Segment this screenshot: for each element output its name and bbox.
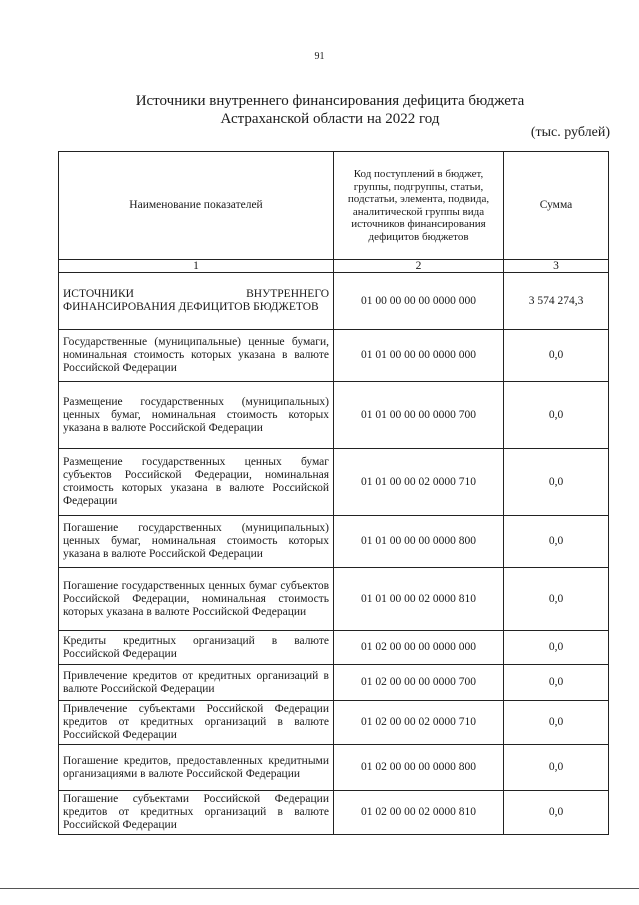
row-sum: 0,0 bbox=[504, 791, 609, 835]
row-name: Привлечение субъектами Российской Федерации кредитов от кредитных организаций в валюте Российской Федерации bbox=[59, 701, 334, 745]
row-code: 01 01 00 00 02 0000 810 bbox=[334, 568, 504, 631]
row-sum: 0,0 bbox=[504, 631, 609, 665]
page-number: 91 bbox=[314, 51, 325, 62]
row-name: Размещение государственных (муниципальных) ценных бумаг, номинальная стоимость которых указана в валюте Российской Федерации bbox=[59, 382, 334, 449]
row-sum: 0,0 bbox=[504, 516, 609, 568]
table-header-row bbox=[59, 152, 609, 260]
table-row bbox=[59, 568, 609, 631]
header-sum: Сумма bbox=[504, 152, 609, 260]
column-number-3: 3 bbox=[504, 260, 609, 273]
table-row bbox=[59, 382, 609, 449]
row-code: 01 02 00 00 00 0000 000 bbox=[334, 631, 504, 665]
header-name: Наименование показателей bbox=[59, 152, 334, 260]
header-code: Код поступлений в бюджет, группы, подгруппы, статьи, подстатьи, элемента, подвида, аналитической группы вида источников финансирования дефицитов бюджетов bbox=[334, 152, 504, 260]
row-name: Размещение государственных ценных бумаг субъектов Российской Федерации, номинальная стоимость которых указана в валюте Российской Федерации bbox=[59, 449, 334, 516]
row-code: 01 02 00 00 02 0000 810 bbox=[334, 791, 504, 835]
column-number-2: 2 bbox=[334, 260, 504, 273]
row-name: Погашение государственных (муниципальных) ценных бумаг, номинальная стоимость которых указана в валюте Российской Федерации bbox=[59, 516, 334, 568]
page-bottom-rule bbox=[0, 888, 639, 889]
row-code: 01 01 00 00 02 0000 710 bbox=[334, 449, 504, 516]
table-row bbox=[59, 701, 609, 745]
row-sum: 0,0 bbox=[504, 330, 609, 382]
column-number-1: 1 bbox=[59, 260, 334, 273]
row-name: Кредиты кредитных организаций в валюте Российской Федерации bbox=[59, 631, 334, 665]
row-name: Государственные (муниципальные) ценные бумаги, номинальная стоимость которых указана в валюте Российской Федерации bbox=[59, 330, 334, 382]
row-sum: 0,0 bbox=[504, 665, 609, 701]
title-line-1: Источники внутреннего финансирования дефицита бюджета bbox=[135, 93, 525, 109]
row-code: 01 00 00 00 00 0000 000 bbox=[334, 273, 504, 330]
title-line-2: Астраханской области на 2022 год bbox=[220, 111, 440, 127]
table-row bbox=[59, 330, 609, 382]
row-name: ИСТОЧНИКИ ВНУТРЕННЕГО ФИНАНСИРОВАНИЯ ДЕФИЦИТОВ БЮДЖЕТОВ bbox=[59, 273, 334, 330]
row-sum: 0,0 bbox=[504, 745, 609, 791]
row-code: 01 02 00 00 00 0000 700 bbox=[334, 665, 504, 701]
row-code: 01 02 00 00 02 0000 710 bbox=[334, 701, 504, 745]
row-sum: 3 574 274,3 bbox=[504, 273, 609, 330]
table-row bbox=[59, 449, 609, 516]
units-label: (тыс. рублей) bbox=[530, 125, 610, 140]
row-sum: 0,0 bbox=[504, 701, 609, 745]
row-code: 01 01 00 00 00 0000 700 bbox=[334, 382, 504, 449]
row-code: 01 02 00 00 00 0000 800 bbox=[334, 745, 504, 791]
table-row bbox=[59, 791, 609, 835]
table-row bbox=[59, 665, 609, 701]
row-name: Погашение субъектами Российской Федерации кредитов от кредитных организаций в валюте Российской Федерации bbox=[59, 791, 334, 835]
page-title bbox=[40, 92, 620, 128]
row-name: Погашение кредитов, предоставленных кредитными организациями в валюте Российской Федерации bbox=[59, 745, 334, 791]
row-sum: 0,0 bbox=[504, 382, 609, 449]
row-code: 01 01 00 00 00 0000 000 bbox=[334, 330, 504, 382]
table-row bbox=[59, 516, 609, 568]
row-sum: 0,0 bbox=[504, 568, 609, 631]
column-numbers-row bbox=[59, 260, 609, 273]
financing-sources-table bbox=[58, 151, 609, 835]
table-row bbox=[59, 273, 609, 330]
row-name: Привлечение кредитов от кредитных организаций в валюте Российской Федерации bbox=[59, 665, 334, 701]
row-sum: 0,0 bbox=[504, 449, 609, 516]
table-row bbox=[59, 631, 609, 665]
row-code: 01 01 00 00 00 0000 800 bbox=[334, 516, 504, 568]
table-row bbox=[59, 745, 609, 791]
row-name: Погашение государственных ценных бумаг субъектов Российской Федерации, номинальная стоимость которых указана в валюте Российской Федерации bbox=[59, 568, 334, 631]
